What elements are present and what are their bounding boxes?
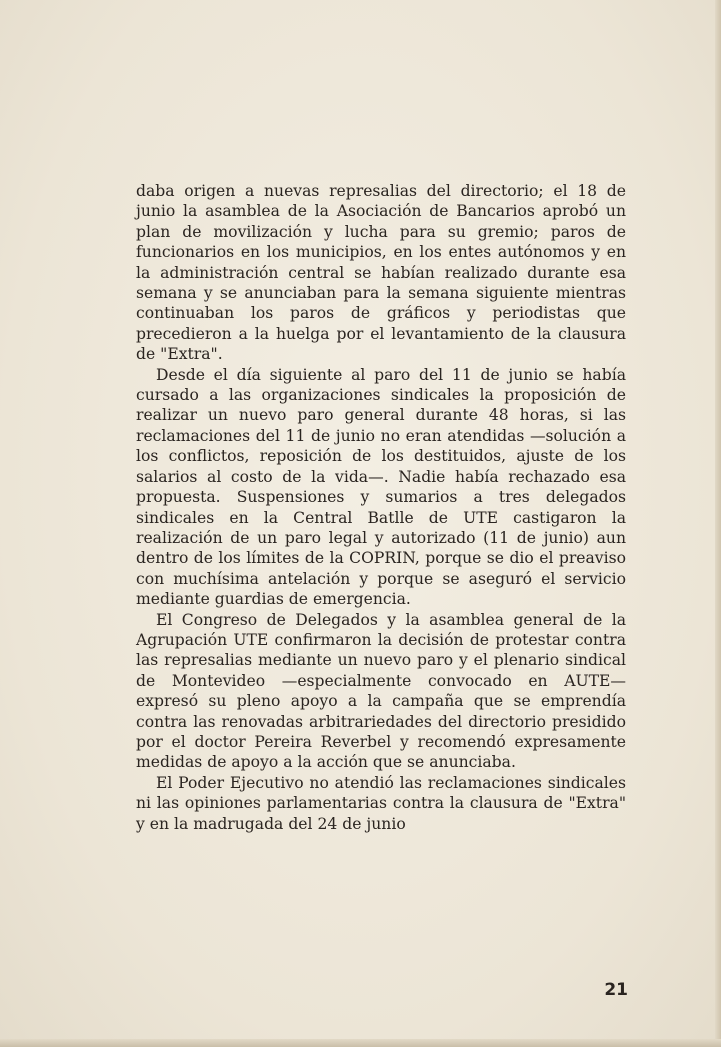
page-right-edge bbox=[715, 0, 721, 1047]
paragraph-3: El Congreso de Delegados y la asamblea general de la Agrupación UTE confirmaron la decisión de protestar contra las represalias mediante un nuevo paro y el plenario sindical de Montevideo —especialmente convocado en AUTE— expresó su pleno apoyo a la campaña que se emprendía contra las renovadas arbitrariedades del directorio presidido por el doctor Pereira Reverbel y recomendó expresamente medidas de apoyo a la acción que se anunciaba. bbox=[136, 610, 626, 772]
page-number: 21 bbox=[604, 980, 628, 1000]
paragraph-4: El Poder Ejecutivo no atendió las reclamaciones sindicales ni las opiniones parlamentarias contra la clausura de "Extra" y en la madrugada del 24 de junio bbox=[136, 773, 626, 833]
paragraph-1: daba origen a nuevas represalias del directorio; el 18 de junio la asamblea de la Asociación de Bancarios aprobó un plan de movilización y lucha para su gremio; paros de funcionarios en los municipios, en los entes autónomos y en la administración central se habían realizado durante esa semana y se anunciaban para la semana siguiente mientras continuaban los paros de gráficos y periodistas que precedieron a la huelga por el levantamiento de la clausura de "Extra". bbox=[136, 182, 626, 364]
paragraph-2: Desde el día siguiente al paro del 11 de junio se había cursado a las organizaciones sindicales la proposición de realizar un nuevo paro general durante 48 horas, si las reclamaciones del 11 de junio no eran atendidas —solución a los conflictos, reposición de los destituidos, ajuste de los salarios al costo de la vida—. Nadie había rechazado esa propuesta. Suspensiones y sumarios a tres delegados sindicales en la Central Batlle de UTE castigaron la realización de un paro legal y autorizado (11 de junio) aun dentro de los límites de la COPRIN, porque se dio el preaviso con muchísima antelación y porque se aseguró el servicio mediante guardias de emergencia. bbox=[136, 365, 626, 609]
page-bottom-edge bbox=[0, 1039, 721, 1047]
body-text bbox=[136, 181, 626, 834]
